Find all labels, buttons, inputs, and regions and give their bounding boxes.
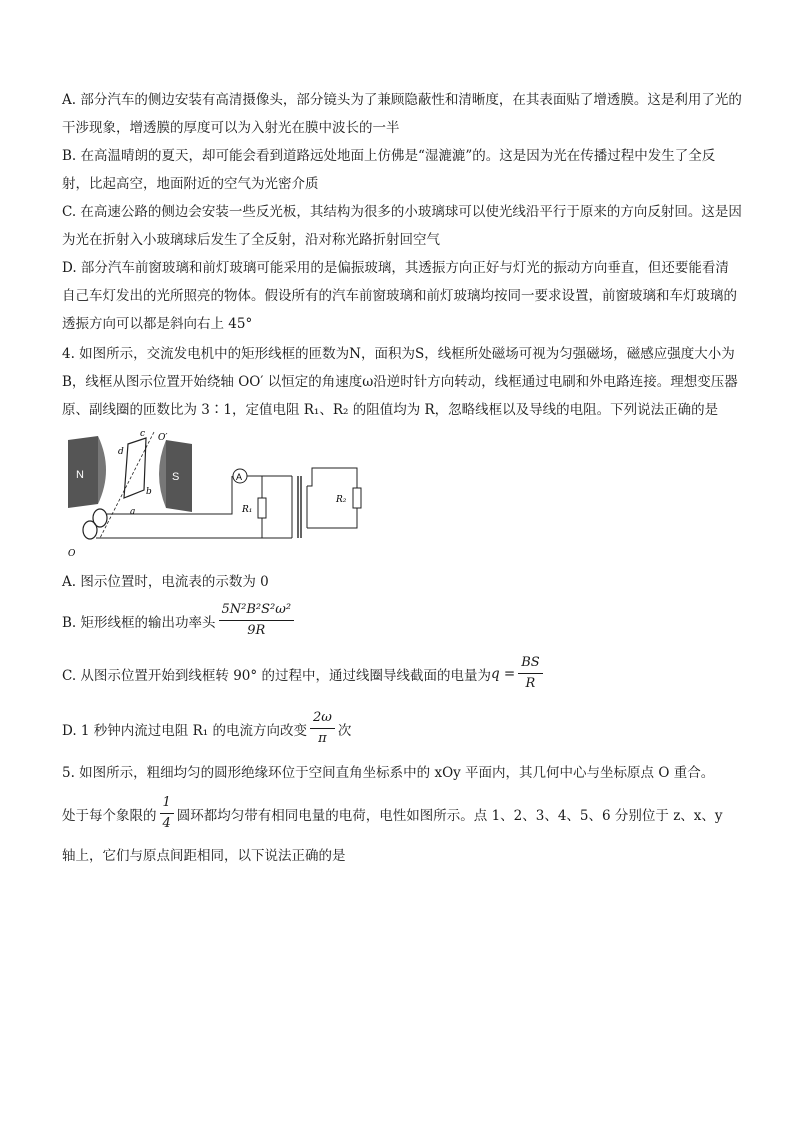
q5-line-3: 轴上，它们与原点间距相同，以下说法正确的是 <box>62 848 346 864</box>
q5-quarter-denominator: 4 <box>162 816 171 831</box>
magnet-n-face <box>98 436 106 504</box>
label-n: N <box>76 469 84 481</box>
q5-line-2-pre: 处于每个象限的 <box>62 807 157 824</box>
label-b: b <box>146 487 152 497</box>
q4-option-c-q: q = <box>490 665 516 682</box>
wire-r2-loop <box>307 468 357 528</box>
q3-option-a[interactable]: A. 部分汽车的侧边安装有高清摄像头，部分镜头为了兼顾隐蔽性和清晰度，在其表面贴了增透膜。这是利用了光的干涉现象，增透膜的厚度可以为入射光在膜中波长的一半 <box>62 92 742 136</box>
q4-option-d-numerator: 2ω <box>310 710 335 729</box>
q5-line-2-post: 圆环都均匀带有相同电量的电荷，电性如图所示。点 1、2、3、4、5、6 分别位于 z、x、y <box>176 807 723 824</box>
q3-option-c[interactable]: C. 在高速公路的侧边会安装一些反光板，其结构为很多的小玻璃球可以使光线沿平行于原来的方向反射回。这是因为光在折射入小玻璃球后发生了全反射，沿对称光路折射回空气 <box>62 204 742 248</box>
slip-ring-2 <box>83 521 97 539</box>
q4-option-c-text: C. 从图示位置开始到线框转 90° 的过程中，通过线圈导线截面的电量为 <box>62 667 491 684</box>
q4-option-c[interactable] <box>62 655 742 692</box>
q4-option-b-denominator: 9R <box>247 623 266 638</box>
label-r2: R₂ <box>336 495 347 505</box>
q4-option-c-numerator: BS <box>518 655 542 674</box>
label-ammeter: A <box>236 472 243 482</box>
q4-option-b-numerator: 5N²B²S²ω² <box>219 602 295 621</box>
rotation-axis <box>100 432 154 538</box>
q3-option-d[interactable]: D. 部分汽车前窗玻璃和前灯玻璃可能采用的是偏振玻璃，其透振方向正好与灯光的振动方向垂直，但还要能看清自己车灯发出的光所照亮的物体。假设所有的汽车前窗玻璃和前灯玻璃均按同一要求设置，前窗玻璃和车灯玻璃的透振方向可以都是斜向右上 45° <box>62 260 737 332</box>
label-a: a <box>130 507 136 517</box>
q4-option-d-denominator: π <box>318 731 327 746</box>
q4-option-d-fraction <box>310 710 335 747</box>
q4-option-d[interactable] <box>62 710 742 747</box>
resistor-r2 <box>353 488 361 508</box>
q4-option-b-text: B. 矩形线框的输出功率头 <box>62 614 216 631</box>
coil-loop <box>124 438 146 498</box>
q4-option-b-fraction <box>219 602 295 639</box>
q3-option-b[interactable]: B. 在高温晴朗的夏天，却可能会看到道路远处地面上仿佛是“湿漉漉”的。这是因为光在传播过程中发生了全反射，比起高空，地面附近的空气为光密介质 <box>62 148 716 192</box>
label-r1: R₁ <box>242 505 253 515</box>
document-page <box>62 86 742 870</box>
generator-circuit-svg <box>62 430 362 560</box>
q5-quarter-numerator: 1 <box>160 795 174 814</box>
label-o: O <box>68 549 76 559</box>
magnet-s-face <box>159 440 166 508</box>
label-c: c <box>140 430 146 439</box>
q4-option-b[interactable] <box>62 602 742 639</box>
label-d: d <box>118 447 124 457</box>
q4-option-c-denominator: R <box>525 676 536 691</box>
q4-stem: 4. 如图所示，交流发电机中的矩形线框的匝数为N，面积为S，线框所处磁场可视为匀强磁场，磁感应强度大小为B，线框从图示位置开始绕轴 OO′ 以恒定的角速度ω沿逆时针方向转动，线框通过电刷和外电路连接。理想变压器原、副线圈的匝数比为 3∶1，定值电阻 R₁、R₂ 的阻值均为 R，忽略线框以及导线的电阻。下列说法正确的是 <box>62 346 738 418</box>
q4-option-d-tail: 次 <box>337 722 352 739</box>
resistor-r1 <box>258 498 266 518</box>
q5-line-1: 5. 如图所示，粗细均匀的圆形绝缘环位于空间直角坐标系中的 xOy 平面内，其几何中心与坐标原点 O 重合。 <box>62 765 715 781</box>
q5-line-2 <box>62 795 742 832</box>
q4-option-c-fraction <box>518 655 542 692</box>
q5-quarter-fraction <box>160 795 174 832</box>
q4-option-d-text: D. 1 秒钟内流过电阻 R₁ 的电流方向改变 <box>62 722 307 739</box>
q4-option-a[interactable]: A. 图示位置时，电流表的示数为 0 <box>62 574 269 590</box>
label-o-prime: O′ <box>158 433 168 443</box>
label-s: S <box>172 471 180 483</box>
generator-circuit-diagram <box>62 430 742 564</box>
